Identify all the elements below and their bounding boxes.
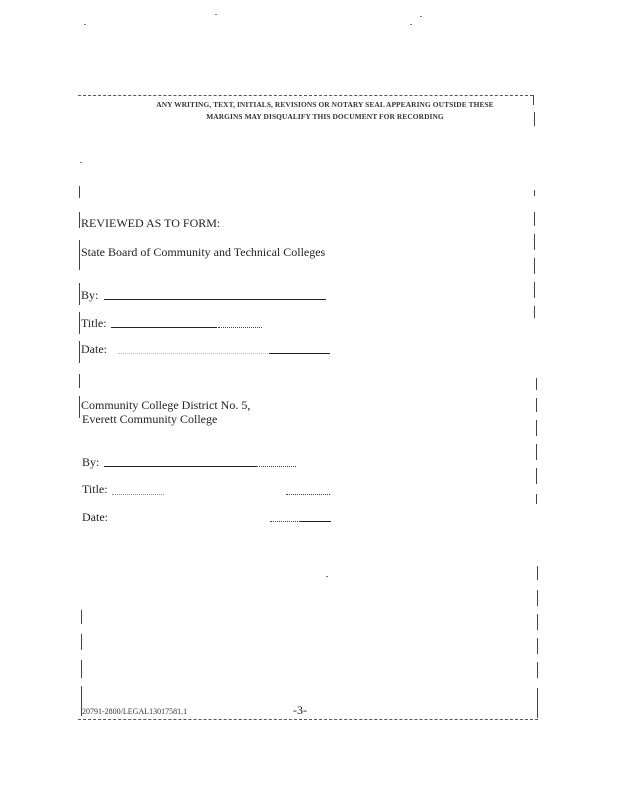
margin-frame-right [533,95,534,105]
margin-frame-left [81,610,82,624]
scan-speck [326,576,328,577]
margin-frame-right [534,258,535,274]
margin-frame-right [536,444,537,460]
margin-frame-right [536,494,537,504]
scan-speck [215,14,217,15]
recording-warning [130,99,520,123]
review-title-label: Title: [81,316,107,330]
margin-frame-right [534,212,535,226]
margin-frame-left [79,396,80,418]
warning-line-1: ANY WRITING, TEXT, INITIALS, REVISIONS OR NOTARY SEAL APPEARING OUTSIDE THESE [156,100,494,109]
margin-frame-right [537,614,538,630]
college-name: Everett Community College [82,412,218,426]
review-date-line-faded [118,353,268,354]
document-code: 20791-2800/LEGAL13017581.1 [82,707,188,716]
warning-line-2: MARGINS MAY DISQUALIFY THIS DOCUMENT FOR RECORDING [206,112,444,121]
review-by-label: By: [81,288,99,302]
college-by-signature-line [104,466,256,467]
review-date-label: Date: [81,342,107,356]
margin-frame-left [79,212,80,228]
margin-frame-right [537,590,538,606]
margin-frame-right [534,234,535,250]
college-date-label: Date: [82,510,108,524]
margin-frame-right [537,566,538,580]
margin-frame-right [536,468,537,484]
page-number: -3- [293,703,307,717]
margin-frame-right [536,398,537,412]
margin-frame-left [79,341,80,363]
college-district: Community College District No. 5, [81,398,251,412]
margin-frame-left [79,240,80,270]
college-date-line [300,521,331,522]
scan-speck [84,24,86,25]
college-title-line-end [286,494,330,495]
review-by-signature-line [104,299,326,300]
review-title-line-faded [218,327,262,328]
margin-frame-left [79,186,80,198]
margin-frame-left [79,374,80,388]
margin-frame-right [537,662,538,678]
margin-frame-left [81,660,82,678]
scan-speck [80,162,82,163]
margin-frame-right [534,282,535,298]
margin-frame-right [534,190,535,196]
review-organization: State Board of Community and Technical Colleges [81,245,326,259]
review-heading: REVIEWED AS TO FORM: [81,216,221,230]
margin-frame-left [79,283,80,305]
margin-frame-left [81,634,82,650]
college-title-label: Title: [82,482,108,496]
margin-frame-right [537,688,538,718]
margin-frame-right [536,378,537,390]
margin-frame-right [534,306,535,318]
margin-frame-right [534,112,535,126]
college-title-line-faded [112,494,164,495]
margin-frame-left [79,312,80,334]
review-date-line [269,353,330,354]
college-date-line-faded [270,521,300,522]
scan-speck [410,24,412,25]
review-title-line [111,327,217,328]
margin-frame-bottom [78,719,538,720]
margin-frame-right [536,420,537,436]
margin-frame-right [537,638,538,654]
college-by-label: By: [82,455,100,469]
college-by-line-faded [256,466,296,467]
margin-frame-top [78,95,533,96]
scan-speck [420,16,422,17]
